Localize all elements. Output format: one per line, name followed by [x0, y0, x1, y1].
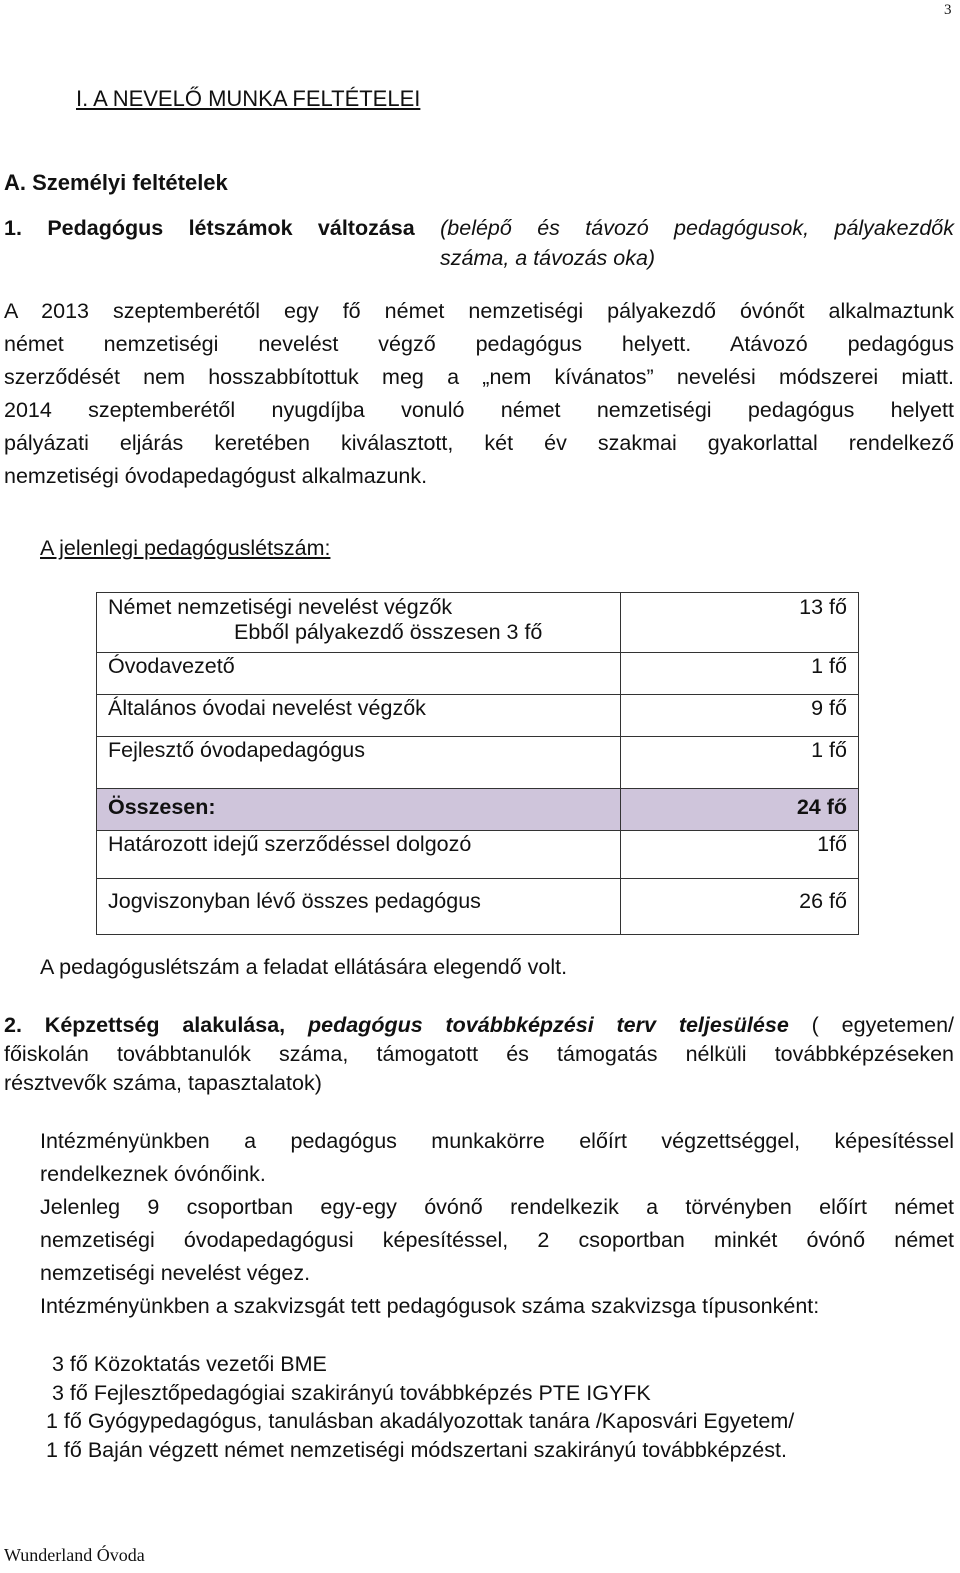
row-value: 1 fő	[621, 653, 859, 695]
total-label: Összesen:	[97, 789, 621, 831]
paragraph-line: rendelkeznek óvónőink.	[40, 1162, 266, 1186]
section2-note-line: főiskolán továbbtanulók száma, támogatott és támogatás nélküli továbbképzéseken	[4, 1042, 954, 1066]
table-row	[97, 879, 859, 935]
section1-note: (belépő és távozó pedagógusok, pályakezdők	[440, 216, 955, 240]
row-label: Óvodavezető	[97, 653, 621, 695]
paragraph-line: Intézményünkben a szakvizsgát tett pedagógusok száma szakvizsga típusonként:	[40, 1294, 820, 1318]
exam-list	[46, 1350, 795, 1464]
total-value: 24 fő	[621, 789, 859, 831]
paragraph-line: nemzetiségi óvodapedagógust alkalmazunk.	[4, 464, 428, 488]
row-value: 1 fő	[621, 737, 859, 789]
paragraph-line: Jelenleg 9 csoportban egy-egy óvónő rendelkezik a törvényben előírt német	[40, 1195, 954, 1219]
list-item: 3 fő Fejlesztőpedagógiai szakirányú továbbképzés PTE IGYFK	[52, 1380, 651, 1405]
table-title: A jelenlegi pedagóguslétszám:	[40, 536, 331, 560]
paragraph-line: A 2013 szeptemberétől egy fő német nemzetiségi pályakezdő óvónőt alkalmaztunk	[4, 299, 954, 323]
section1-heading	[4, 216, 954, 241]
paragraph-line: Intézményünkben a pedagógus munkakörre előírt végzettséggel, képesítéssel	[40, 1129, 954, 1153]
row-value: 26 fő	[621, 879, 859, 935]
list-item: 1 fő Baján végzett német nemzetiségi módszertani szakirányú továbbképzést.	[46, 1437, 787, 1462]
list-item: 1 fő Gyógypedagógus, tanulásban akadályozottak tanára /Kaposvári Egyetem/	[46, 1409, 795, 1433]
row-label: Jogviszonyban lévő összes pedagógus	[97, 879, 621, 935]
section1-number: 1.	[4, 216, 22, 240]
row-sublabel: Ebből pályakezdő összesen 3 fő	[234, 620, 543, 644]
table-row-total	[97, 789, 859, 831]
row-label: Általános óvodai nevelést végzők	[97, 695, 621, 737]
paragraph-line: szerződését nem hosszabbítottuk meg a „nem kívánatos” nevelési módszerei miatt.	[4, 365, 954, 389]
section1-note-cont: száma, a távozás oka)	[440, 246, 656, 270]
section-heading: A. Személyi feltételek	[4, 170, 228, 195]
paragraph-line: nemzetiségi nevelést végez.	[40, 1261, 311, 1285]
section1-title: Pedagógus létszámok változása	[47, 216, 415, 240]
row-value: 13 fő	[621, 593, 859, 653]
staff-table	[96, 592, 859, 935]
section2-subtitle: pedagógus továbbképzési terv teljesülése	[308, 1013, 789, 1037]
section2-title: Képzettség alakulása,	[44, 1013, 286, 1037]
table-row	[97, 653, 859, 695]
paragraph-line: nemzetiségi óvodapedagógusi képesítéssel, 2 csoportban minkét óvónő német	[40, 1228, 954, 1252]
table-row	[97, 737, 859, 789]
row-label: Német nemzetiségi nevelést végzők	[108, 595, 453, 619]
main-heading: I. A NEVELŐ MUNKA FELTÉTELEI	[76, 86, 421, 111]
section2-note-line: résztvevők száma, tapasztalatok)	[4, 1071, 322, 1095]
row-label: Határozott idejű szerződéssel dolgozó	[97, 831, 621, 879]
paragraph-line: 2014 szeptemberétől nyugdíjba vonuló német nemzetiségi pedagógus helyett	[4, 398, 954, 422]
row-value: 9 fő	[621, 695, 859, 737]
paragraph-qualifications	[40, 1125, 954, 1323]
page-number: 3	[944, 2, 952, 18]
table-row	[97, 831, 859, 879]
table-row	[97, 695, 859, 737]
section2-number: 2.	[4, 1013, 22, 1037]
row-value: 1fő	[621, 831, 859, 879]
list-item: 3 fő Közoktatás vezetői BME	[52, 1352, 327, 1376]
sufficiency-note: A pedagóguslétszám a feladat ellátására elegendő volt.	[40, 955, 568, 979]
paragraph-staff-change	[4, 295, 954, 493]
table-row	[97, 593, 859, 653]
row-label: Fejlesztő óvodapedagógus	[97, 737, 621, 789]
footer: Wunderland Óvoda	[4, 1545, 145, 1565]
section2-heading	[4, 1011, 954, 1098]
paragraph-line: pályázati eljárás keretében kiválasztott, két év szakmai gyakorlattal rendelkező	[4, 431, 954, 455]
paragraph-line: német nemzetiségi nevelést végző pedagógus helyett. Atávozó pedagógus	[4, 332, 954, 356]
section2-note: ( egyetemen/	[811, 1013, 954, 1037]
